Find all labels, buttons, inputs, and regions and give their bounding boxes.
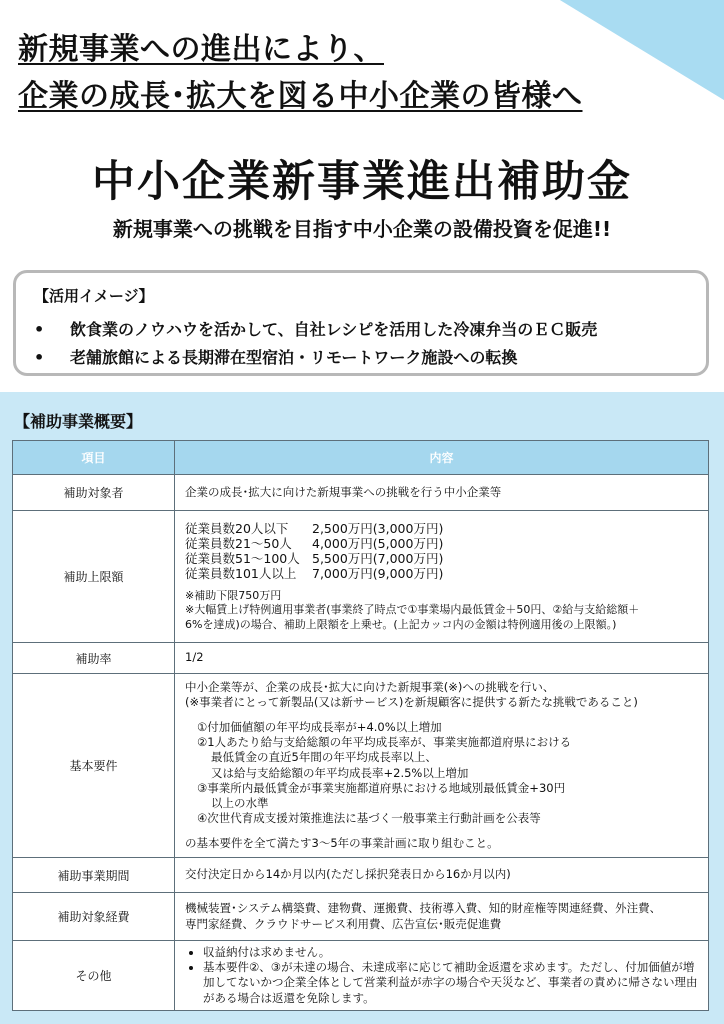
table-row (13, 893, 709, 941)
row-content: 企業の成長･拡大に向けた新規事業への挑戦を行う中小企業等 (175, 475, 709, 511)
requirement-item: ②1人あたり給与支給総額の年平均成長率が、事業実施都道府県における (197, 735, 572, 750)
row-label: 補助事業期間 (13, 858, 175, 893)
usage-image-box (13, 270, 709, 376)
requirements-intro-note: (※事業者にとって新製品(又は新サービス)を新規顧客に提供する新たな挑戦であること) (185, 694, 638, 709)
expenses-line: 機械装置･システム構築費、建物費、運搬費、技術導入費、知的財産権等関連経費、外注費、 (185, 901, 662, 916)
table-row (13, 643, 709, 674)
row-content (175, 674, 709, 858)
limit-note: ※大幅賃上げ特例適用事業者(事業終了時点で①事業場内最低賃金＋50円、②給与支給総額＋ (185, 603, 640, 617)
limit-list (185, 521, 698, 581)
limit-row: 従業員数51～100人 5,500万円(7,000万円) (185, 550, 444, 566)
page-title: 中小企業新事業進出補助金 (92, 157, 632, 207)
limit-row: 従業員数21～50人 4,000万円(5,000万円) (185, 535, 444, 551)
limit-note: 6%を達成)の場合、補助上限額を上乗せ。(上記カッコ内の金額は特例適用後の上限額。) (185, 617, 617, 631)
requirements-conclusion: の基本要件を全て満たす3～5年の事業計画に取り組むこと。 (185, 836, 499, 851)
expenses-line: 専門家経費、クラウドサービス利用費、広告宣伝･販売促進費 (185, 916, 502, 931)
table-row (13, 475, 709, 511)
usage-image-item (34, 317, 597, 340)
table-row (13, 941, 709, 1011)
limit-notes (185, 589, 698, 633)
limit-row: 従業員数20人以下 2,500万円(3,000万円) (185, 520, 444, 536)
bullet-icon: • (34, 348, 45, 367)
requirement-item: ③事業所内最低賃金が事業実施都道府県における地域別最低賃金+30円 (197, 780, 566, 795)
requirement-item: 以上の水準 (211, 795, 269, 810)
headline-line-1: 新規事業への進出により、 (18, 32, 384, 67)
requirement-item: 最低賃金の直近5年間の年平均成長率以上、 (211, 750, 437, 765)
row-label: 補助率 (13, 643, 175, 674)
usage-image-text: 飲食業のノウハウを活かして、自社レシピを活用した冷凍弁当のＥＣ販売 (70, 320, 598, 339)
overview-section-title: 【補助事業概要】 (14, 412, 143, 431)
row-label: 基本要件 (13, 674, 175, 858)
row-label: 補助対象者 (13, 475, 175, 511)
usage-image-item (34, 345, 517, 368)
usage-image-text: 老舗旅館による長期滞在型宿泊・リモートワーク施設への転換 (70, 348, 518, 367)
requirements-list (185, 720, 698, 826)
row-label: その他 (13, 941, 175, 1011)
requirement-item: ④次世代育成支援対策推進法に基づく一般事業主行動計画を公表等 (197, 811, 541, 826)
row-content (175, 511, 709, 643)
list-item: • 収益納付は求めません。 (203, 945, 698, 960)
table-row (13, 858, 709, 893)
limit-note: ※補助下限750万円 (185, 588, 282, 602)
usage-image-title: 【活用イメージ】 (34, 287, 154, 305)
row-content (175, 941, 709, 1011)
bullet-icon: • (34, 320, 45, 339)
row-content (175, 893, 709, 941)
other-list (185, 945, 698, 1006)
table-row (13, 511, 709, 643)
overview-table (12, 440, 709, 1011)
column-header-content: 内容 (175, 441, 709, 475)
list-item: • 基本要件②、③が未達の場合、未達成率に応じて補助金返還を求めます。ただし、付加価値が増加してないかつ企業全体として営業利益が赤字の場合や天災など、事業者の責めに帰さない理由がある場合は返還を免除します。 (203, 960, 698, 1006)
table-row (13, 674, 709, 858)
requirement-item: ①付加価値額の年平均成長率が+4.0%以上増加 (197, 719, 442, 734)
requirement-item: 又は給与支給総額の年平均成長率+2.5%以上増加 (211, 765, 469, 780)
requirements-intro: 中小企業等が、企業の成長･拡大に向けた新規事業(※)への挑戦を行い、 (185, 679, 555, 694)
row-label: 補助上限額 (13, 511, 175, 643)
column-header-item: 項目 (13, 441, 175, 475)
row-label: 補助対象経費 (13, 893, 175, 941)
row-content: 1/2 (175, 643, 709, 674)
limit-row: 従業員数101人以上 7,000万円(9,000万円) (185, 565, 444, 581)
headline-line-2: 企業の成長･拡大を図る中小企業の皆様へ (18, 79, 583, 114)
table-header-row (13, 441, 709, 475)
row-content: 交付決定日から14か月以内(ただし採択発表日から16か月以内) (175, 858, 709, 893)
page-subtitle: 新規事業への挑戦を目指す中小企業の設備投資を促進!! (112, 217, 612, 241)
